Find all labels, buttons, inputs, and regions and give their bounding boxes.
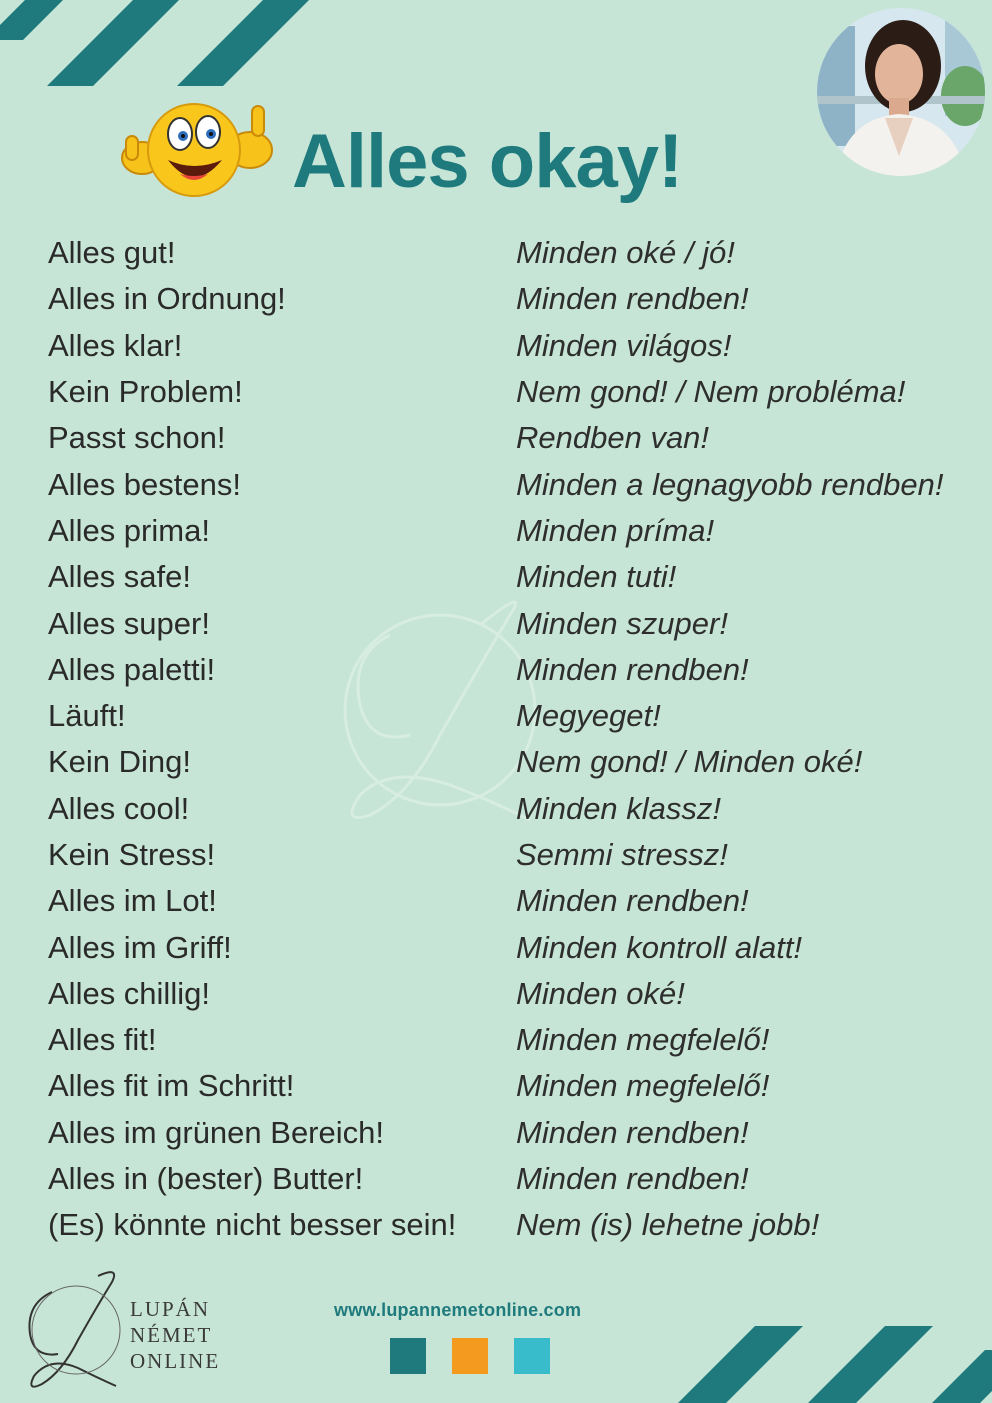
phrase-row	[48, 1202, 988, 1248]
hungarian-translation: Megyeget!	[516, 698, 661, 734]
german-phrase: Alles in Ordnung!	[48, 281, 286, 317]
phrase-row	[48, 1110, 988, 1156]
german-phrase: Alles klar!	[48, 327, 183, 363]
hungarian-translation: Minden megfelelő!	[516, 1022, 770, 1058]
german-phrase: Alles im grünen Bereich!	[48, 1114, 384, 1150]
logo-text	[130, 1296, 220, 1374]
hungarian-translation: Nem gond! / Minden oké!	[516, 744, 863, 780]
phrase-row	[48, 971, 988, 1017]
german-phrase: Alles gut!	[48, 235, 176, 271]
decorative-stripe	[47, 0, 189, 86]
german-phrase: Alles im Griff!	[48, 929, 232, 965]
german-phrase: Kein Stress!	[48, 837, 216, 872]
phrase-row	[48, 693, 988, 739]
phrase-row	[48, 323, 988, 369]
german-phrase: Alles paletti!	[48, 651, 216, 687]
phrase-row	[48, 924, 988, 970]
hungarian-translation: Semmi stressz!	[516, 837, 728, 872]
hungarian-translation: Rendben van!	[516, 420, 710, 456]
logo-line: NÉMET	[130, 1323, 213, 1347]
decorative-stripe	[915, 1350, 992, 1403]
phrase-row	[48, 739, 988, 785]
page-title: Alles okay!	[292, 119, 683, 204]
german-phrase: Passt schon!	[48, 420, 226, 456]
decorative-stripe	[795, 1326, 933, 1403]
logo-line: ONLINE	[130, 1349, 221, 1373]
hungarian-translation: Minden rendben!	[516, 651, 749, 687]
color-swatch-orange	[452, 1338, 488, 1374]
website-link[interactable]: www.lupannemetonline.com	[334, 1300, 582, 1320]
hungarian-translation: Minden oké!	[516, 975, 685, 1011]
phrase-row	[48, 276, 988, 322]
phrase-row	[48, 647, 988, 693]
german-phrase: Alles bestens!	[48, 466, 241, 502]
hungarian-translation: Minden rendben!	[516, 281, 749, 317]
phrase-row	[48, 1156, 988, 1202]
german-phrase: Alles fit!	[48, 1022, 157, 1058]
hungarian-translation: Minden príma!	[516, 512, 715, 548]
hungarian-translation: Minden rendben!	[516, 1114, 749, 1150]
german-phrase: Läuft!	[48, 698, 126, 734]
hungarian-translation: Minden oké / jó!	[516, 235, 735, 271]
phrase-row	[48, 508, 988, 554]
color-swatch-teal	[390, 1338, 426, 1374]
hungarian-translation: Minden rendben!	[516, 1161, 749, 1197]
german-phrase: Alles prima!	[48, 512, 210, 548]
german-phrase: (Es) könnte nicht besser sein!	[48, 1207, 457, 1243]
hungarian-translation: Minden világos!	[516, 327, 732, 363]
phrase-row	[48, 1063, 988, 1109]
color-swatch-aqua	[514, 1338, 550, 1374]
decorative-stripe	[0, 0, 73, 40]
german-phrase: Alles cool!	[48, 790, 190, 826]
thumbs-up-smiley-icon	[116, 98, 276, 202]
phrase-row	[48, 832, 988, 878]
decorative-stripe	[177, 0, 319, 86]
german-phrase: Alles im Lot!	[48, 883, 217, 919]
hungarian-translation: Nem (is) lehetne jobb!	[516, 1207, 820, 1243]
portrait-photo	[815, 6, 987, 178]
german-phrase: Alles in (bester) Butter!	[48, 1161, 364, 1197]
german-phrase: Kein Ding!	[48, 744, 192, 780]
phrase-row	[48, 415, 988, 461]
hungarian-translation: Nem gond! / Nem probléma!	[516, 374, 906, 410]
hungarian-translation: Minden szuper!	[516, 605, 728, 641]
hungarian-translation: Minden kontroll alatt!	[516, 929, 803, 965]
phrase-row	[48, 554, 988, 600]
phrase-row	[48, 369, 988, 415]
script-l-logo-icon	[16, 1268, 126, 1392]
hungarian-translation: Minden megfelelő!	[516, 1068, 770, 1104]
german-phrase: Alles fit im Schritt!	[48, 1068, 295, 1104]
hungarian-translation: Minden a legnagyobb rendben!	[516, 466, 944, 502]
phrase-row	[48, 878, 988, 924]
phrase-list	[48, 230, 988, 1249]
german-phrase: Alles super!	[48, 605, 210, 641]
german-phrase: Alles chillig!	[48, 975, 210, 1011]
german-phrase: Kein Problem!	[48, 374, 243, 410]
phrase-row	[48, 786, 988, 832]
hungarian-translation: Minden tuti!	[516, 559, 677, 595]
logo-line: LUPÁN	[130, 1297, 211, 1321]
decorative-stripe	[665, 1326, 803, 1403]
hungarian-translation: Minden rendben!	[516, 883, 749, 919]
hungarian-translation: Minden klassz!	[516, 790, 722, 826]
phrase-row	[48, 230, 988, 276]
phrase-row	[48, 461, 988, 507]
phrase-row	[48, 600, 988, 646]
phrase-row	[48, 1017, 988, 1063]
german-phrase: Alles safe!	[48, 559, 192, 595]
